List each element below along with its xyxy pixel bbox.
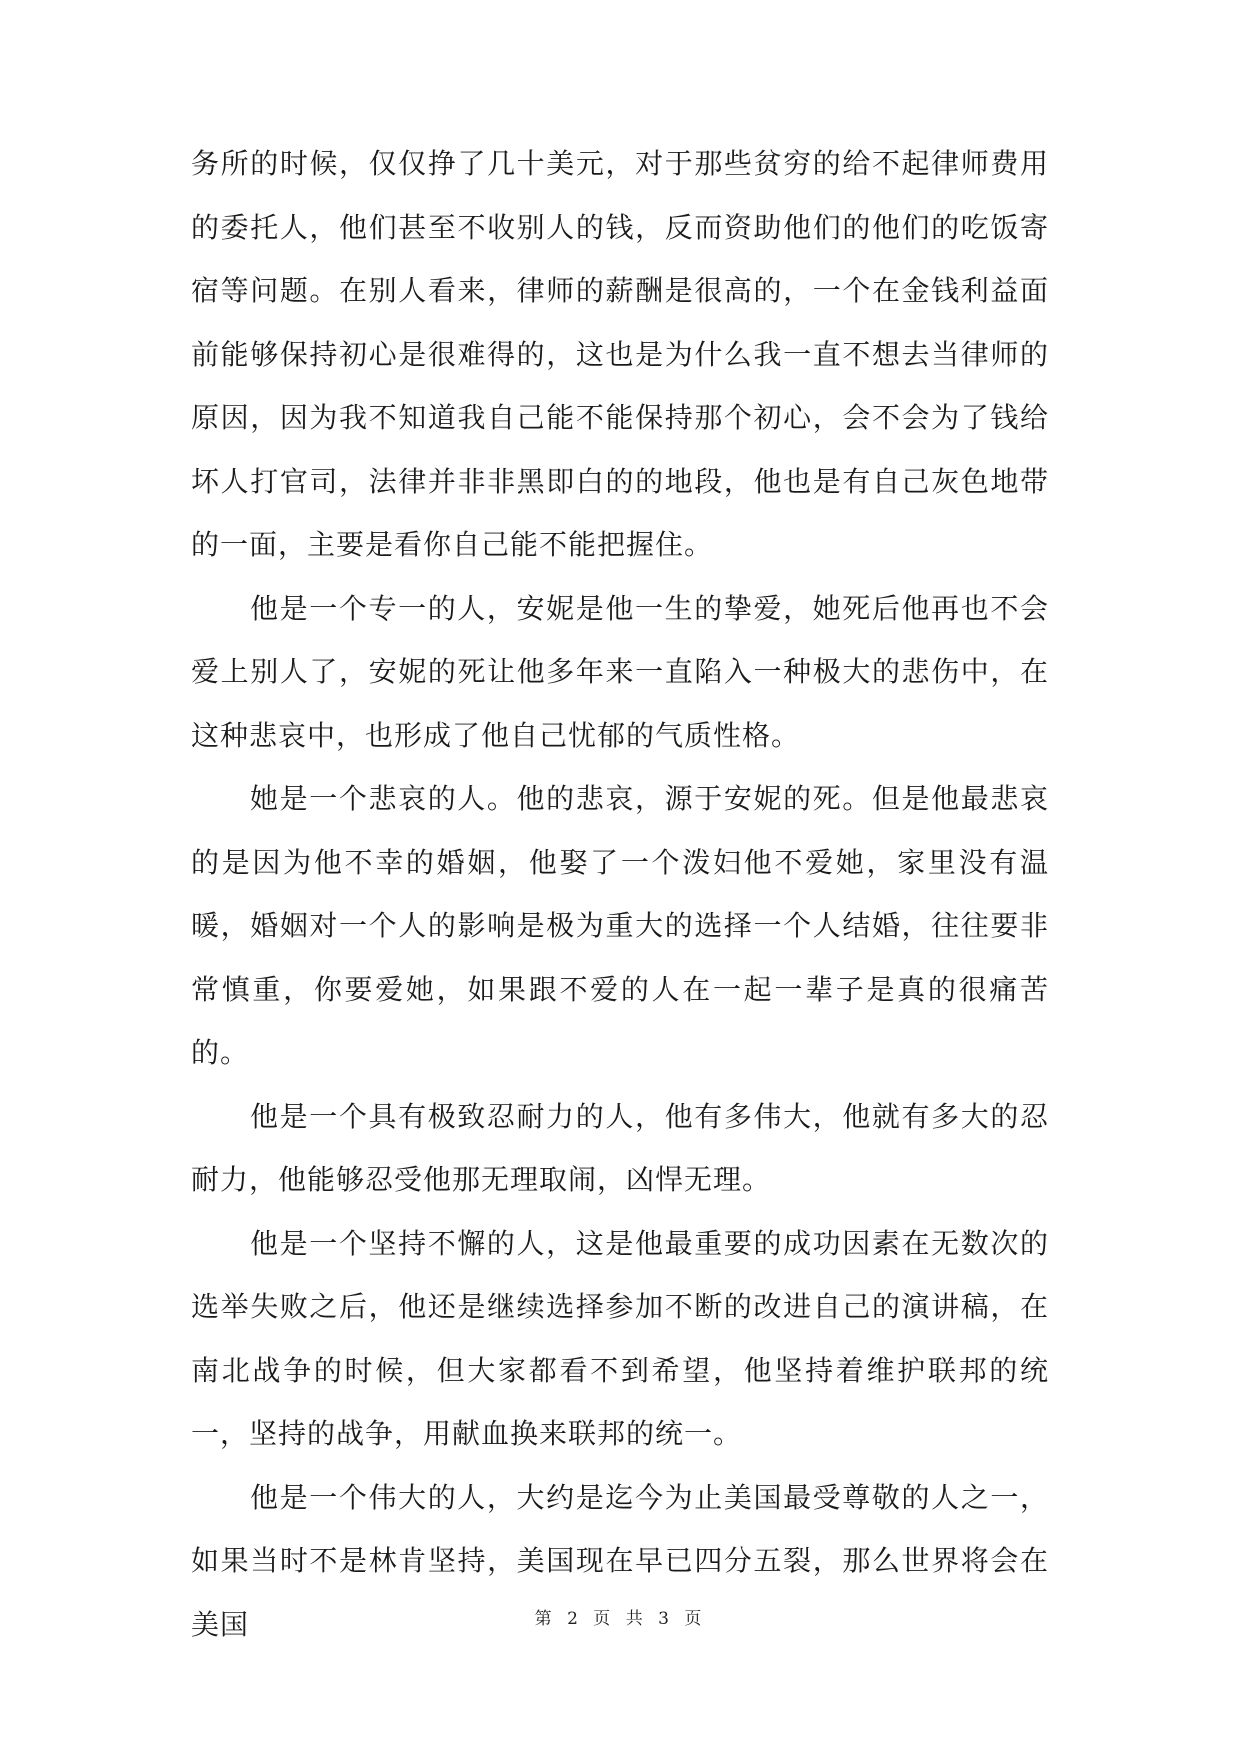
paragraph: 他是一个专一的人，安妮是他一生的挚爱，她死后他再也不会爱上别人了，安妮的死让他多年来一直陷入一种极大的悲伤中，在这种悲哀中，也形成了他自己忧郁的气质性格。 [191, 591, 1049, 752]
document-body [191, 132, 1049, 1656]
page-number-footer: 第 2 页 共 3 页 [534, 1609, 707, 1629]
paragraph-continued: 务所的时候，仅仅挣了几十美元，对于那些贫穷的给不起律师费用的委托人，他们甚至不收别人的钱，反而资助他们的他们的吃饭寄宿等问题。在别人看来，律师的薪酬是很高的，一个在金钱利益面前能够保持初心是很难得的，这也是为什么我一直不想去当律师的原因，因为我不知道我自己能不能保持那个初心，会不会为了钱给坏人打官司，法律并非非黑即白的的地段，他也是有自己灰色地带的一面，主要是看你自己能不能把握住。 [191, 147, 1049, 561]
paragraph: 他是一个坚持不懈的人，这是他最重要的成功因素在无数次的选举失败之后，他还是继续选择参加不断的改进自己的演讲稿，在南北战争的时候，但大家都看不到希望，他坚持着维护联邦的统一，坚持的战争，用献血换来联邦的统一。 [191, 1226, 1049, 1450]
paragraph: 他是一个伟大的人，大约是迄今为止美国最受尊敬的人之一，如果当时不是林肯坚持，美国现在早已四分五裂，那么世界将会在美国 [191, 1480, 1049, 1641]
paragraph: 她是一个悲哀的人。他的悲哀，源于安妮的死。但是他最悲哀的是因为他不幸的婚姻，他娶了一个泼妇他不爱她，家里没有温暖，婚姻对一个人的影响是极为重大的选择一个人结婚，往往要非常慎重，你要爱她，如果跟不爱的人在一起一辈子是真的很痛苦的。 [191, 782, 1049, 1069]
paragraph: 他是一个具有极致忍耐力的人，他有多伟大，他就有多大的忍耐力，他能够忍受他那无理取闹，凶悍无理。 [191, 1099, 1049, 1196]
